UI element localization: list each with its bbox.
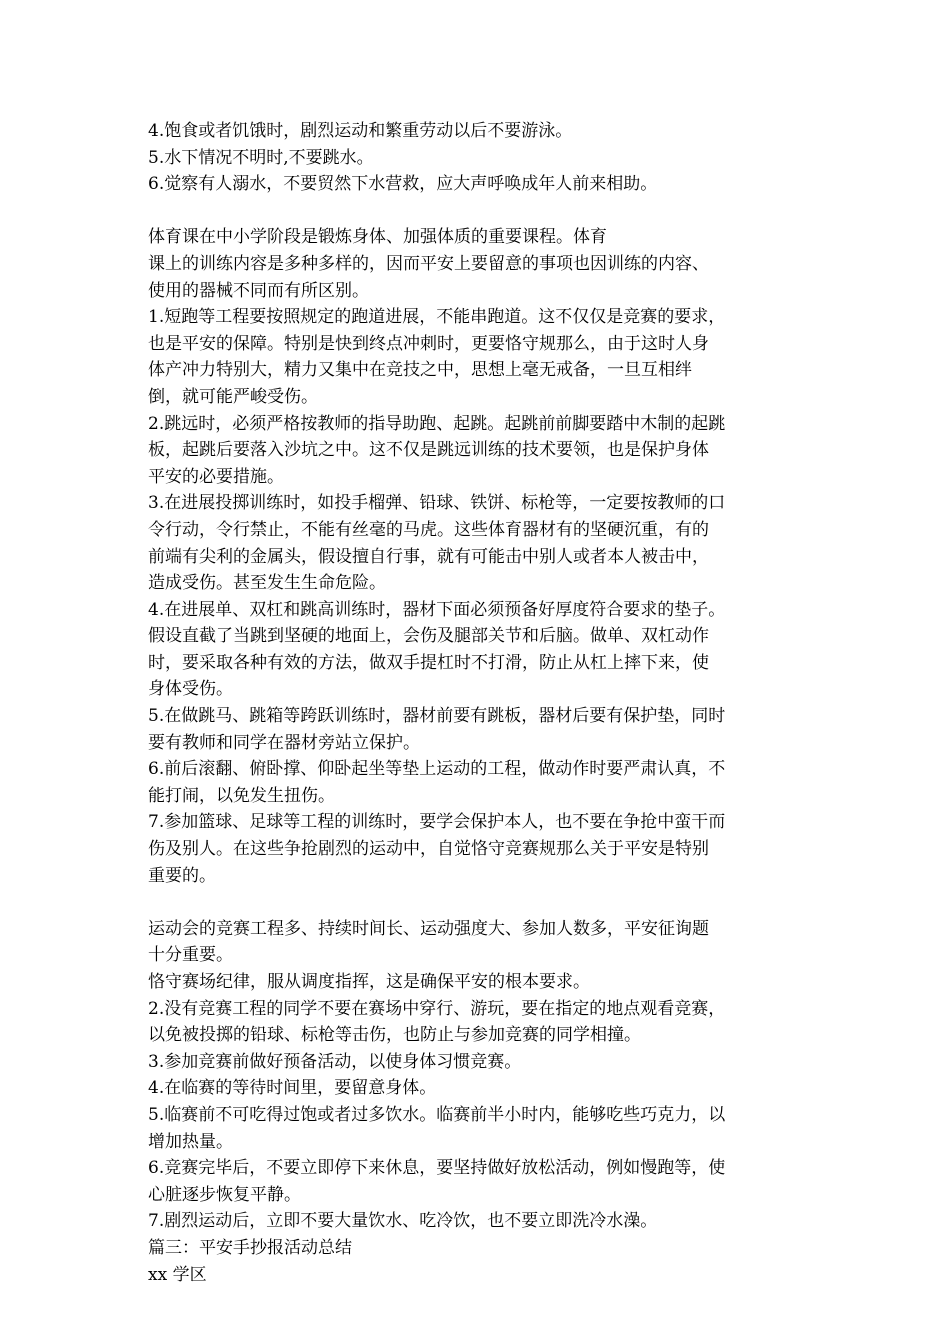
text-line: 时，要采取各种有效的方法，做双手提杠时不打滑，防止从杠上摔下来，使	[148, 652, 709, 673]
paragraph-gap	[148, 889, 808, 916]
text-line: 身体受伤。	[148, 679, 233, 700]
text-line: 体育课在中小学阶段是锻炼身体、加强体质的重要课程。体育	[148, 227, 607, 248]
text-line: 伤及别人。在这些争抢剧烈的运动中，自觉恪守竞赛规那么关于平安是特别	[148, 839, 709, 860]
text-line: 假设直截了当跳到坚硬的地面上，会伤及腿部关节和后脑。做单、双杠动作	[148, 626, 709, 647]
text-line: 4.在临赛的等待时间里，要留意身体。	[148, 1078, 437, 1099]
text-line: 4.在进展单、双杠和跳高训练时，器材下面必须预备好厚度符合要求的垫子。	[148, 599, 726, 620]
text-line: 令行动，令行禁止，不能有丝毫的马虎。这些体育器材有的坚硬沉重，有的	[148, 519, 709, 540]
text-line: 要有教师和同学在器材旁站立保护。	[148, 732, 420, 753]
text-line: 3.参加竞赛前做好预备活动，以使身体习惯竞赛。	[148, 1051, 522, 1072]
text-line: 能打闹，以免发生扭伤。	[148, 785, 335, 806]
text-line: 心脏逐步恢复平静。	[148, 1184, 301, 1205]
text-line: 课上的训练内容是多种多样的，因而平安上要留意的事项也因训练的内容、	[148, 253, 709, 274]
text-line: 5.水下情况不明时,不要跳水。	[148, 147, 374, 168]
district-label: xx 学区	[148, 1264, 207, 1285]
text-line: 6.觉察有人溺水，不要贸然下水营救，应大声呼唤成年人前来相助。	[148, 174, 658, 195]
text-line: 6.前后滚翻、俯卧撑、仰卧起坐等垫上运动的工程，做动作时要严肃认真，不	[148, 759, 726, 780]
text-line: 前端有尖利的金属头，假设擅自行事，就有可能击中别人或者本人被击中，	[148, 546, 709, 567]
document-page	[148, 118, 808, 1288]
text-line: 体产冲力特别大，精力又集中在竞技之中，思想上毫无戒备，一旦互相绊	[148, 360, 692, 381]
text-line: 十分重要。	[148, 945, 233, 966]
text-line: 也是平安的保障。特别是快到终点冲刺时，更要恪守规那么，由于这时人身	[148, 333, 709, 354]
text-line: 2.没有竞赛工程的同学不要在赛场中穿行、游玩，要在指定的地点观看竞赛，	[148, 998, 726, 1019]
water-safety-section	[148, 118, 808, 198]
text-line: 5.在做跳马、跳箱等跨跃训练时，器材前要有跳板，器材后要有保护垫，同时	[148, 706, 726, 727]
text-line: 2.跳远时，必须严格按教师的指导助跑、起跳。起跳前前脚要踏中木制的起跳	[148, 413, 726, 434]
text-line: 以免被投掷的铅球、标枪等击伤，也防止与参加竞赛的同学相撞。	[148, 1025, 641, 1046]
text-line: 使用的器械不同而有所区别。	[148, 280, 369, 301]
text-line: 3.在进展投掷训练时，如投手榴弹、铅球、铁饼、标枪等，一定要按教师的口	[148, 493, 726, 514]
pe-class-section	[148, 224, 808, 889]
text-line: 5.临赛前不可吃得过饱或者过多饮水。临赛前半小时内，能够吃些巧克力，以	[148, 1104, 726, 1125]
text-line: 运动会的竞赛工程多、持续时间长、运动强度大、参加人数多，平安征询题	[148, 918, 709, 939]
text-line: 6.竞赛完毕后，不要立即停下来休息，要坚持做好放松活动，例如慢跑等，使	[148, 1158, 726, 1179]
text-line: 1.短跑等工程要按照规定的跑道进展，不能串跑道。这不仅仅是竞赛的要求，	[148, 307, 726, 328]
section-heading: 篇三：平安手抄报活动总结	[148, 1237, 352, 1258]
text-line: 7.剧烈运动后，立即不要大量饮水、吃冷饮，也不要立即洗冷水澡。	[148, 1211, 658, 1232]
text-line: 4.饱食或者饥饿时，剧烈运动和繁重劳动以后不要游泳。	[148, 121, 573, 141]
text-line: 倒，就可能严峻受伤。	[148, 386, 318, 407]
paragraph-gap	[148, 198, 808, 225]
text-line: 7.参加篮球、足球等工程的训练时，要学会保护本人，也不要在争抢中蛮干而	[148, 812, 726, 833]
sports-meet-section	[148, 916, 808, 1288]
text-line: 恪守赛场纪律，服从调度指挥，这是确保平安的根本要求。	[148, 972, 590, 992]
text-line: 重要的。	[148, 865, 216, 886]
text-line: 板，起跳后要落入沙坑之中。这不仅是跳远训练的技术要领，也是保护身体	[148, 440, 709, 461]
text-line: 增加热量。	[148, 1131, 233, 1152]
text-line: 造成受伤。甚至发生生命危险。	[148, 573, 386, 594]
text-line: 平安的必要措施。	[148, 466, 284, 487]
